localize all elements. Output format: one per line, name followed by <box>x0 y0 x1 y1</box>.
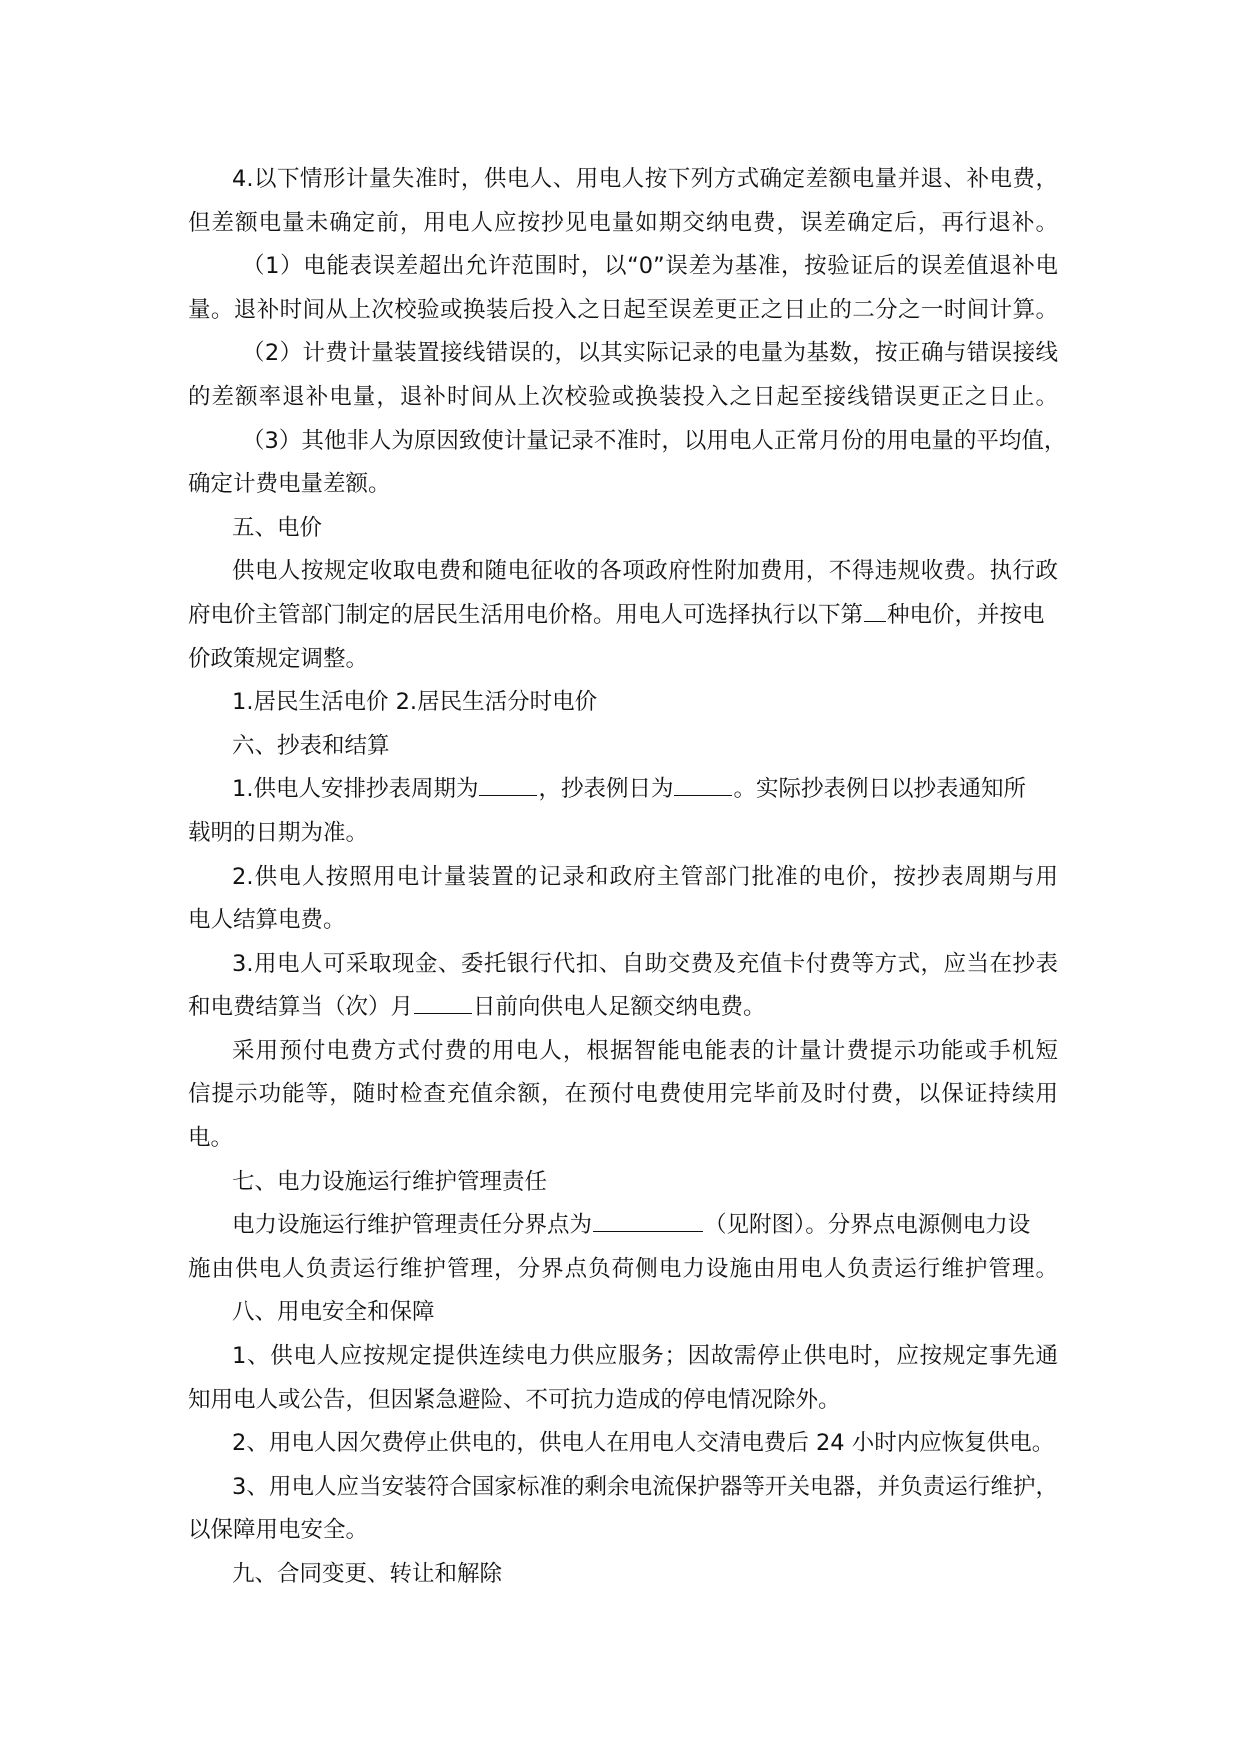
fill-in-blank[interactable] <box>479 769 537 796</box>
paragraph-line <box>188 1204 1058 1248</box>
paragraph-line: 以保障用电安全。 <box>188 1517 369 1544</box>
price-text-after: 种电价，并按电 <box>887 601 1045 628</box>
paragraph-line <box>188 986 1058 1030</box>
fill-in-blank[interactable] <box>674 769 732 796</box>
document-body <box>188 158 1067 1597</box>
paragraph-line: 但差额电量未确定前，用电人应按抄见电量如期交纳电费，误差确定后，再行退补。 <box>188 209 1058 236</box>
section-heading: 六、抄表和结算 <box>232 732 390 759</box>
section-heading: 八、用电安全和保障 <box>232 1299 435 1326</box>
section-heading: 七、电力设施运行维护管理责任 <box>232 1168 548 1195</box>
meter-text-3: 。实际抄表例日以抄表通知所 <box>733 776 1026 803</box>
paragraph-line: 量。退补时间从上次校验或换装后投入之日起至误差更正之日止的二分之一时间计算。 <box>188 296 1058 323</box>
payment-text-before: 和电费结算当（次）月 <box>188 994 414 1021</box>
meter-text-2: ，抄表例日为 <box>538 776 674 803</box>
paragraph-line: 的差额率退补电量，退补时间从上次校验或换装投入之日起至接线错误更正之日止。 <box>188 383 1058 410</box>
paragraph-line: （1）电能表误差超出允许范围时，以“0”误差为基准，按验证后的误差值退补电 <box>242 253 1058 280</box>
paragraph-line: 电人结算电费。 <box>188 907 346 934</box>
boundary-text-after: （见附图）。分界点电源侧电力设 <box>704 1212 1031 1239</box>
paragraph-line: 供电人按规定收取电费和随电征收的各项政府性附加费用，不得违规收费。执行政 <box>232 558 1058 585</box>
fill-in-blank[interactable] <box>593 1205 703 1232</box>
paragraph-line: 信提示功能等，随时检查充值余额，在预付电费使用完毕前及时付费，以保证持续用 <box>188 1081 1058 1108</box>
paragraph-line: 2、用电人因欠费停止供电的，供电人在用电人交清电费后 24 小时内应恢复供电。 <box>232 1430 1055 1457</box>
paragraph-line: 施由供电人负责运行维护管理，分界点负荷侧电力设施由用电人负责运行维护管理。 <box>188 1255 1058 1282</box>
paragraph-line: 4.以下情形计量失准时，供电人、用电人按下列方式确定差额电量并退、补电费， <box>232 166 1058 192</box>
paragraph-line: 知用电人或公告，但因紧急避险、不可抗力造成的停电情况除外。 <box>188 1386 841 1413</box>
paragraph-line: 1、供电人应按规定提供连续电力供应服务；因故需停止供电时，应按规定事先通 <box>232 1343 1058 1370</box>
fill-in-blank[interactable] <box>414 987 472 1014</box>
meter-text-1: 1.供电人安排抄表周期为 <box>232 776 479 803</box>
paragraph-line: 价政策规定调整。 <box>188 645 369 672</box>
section-heading: 五、电价 <box>232 514 323 541</box>
paragraph-line: （3）其他非人为原因致使计量记录不准时，以用电人正常月份的用电量的平均值， <box>242 427 1067 454</box>
fill-in-blank[interactable] <box>864 595 886 622</box>
paragraph-line: 电。 <box>188 1125 234 1152</box>
paragraph-line <box>188 768 1058 812</box>
paragraph-line: 2.供电人按照用电计量装置的记录和政府主管部门批准的电价，按抄表周期与用 <box>232 863 1058 890</box>
boundary-text-before: 电力设施运行维护管理责任分界点为 <box>232 1212 593 1239</box>
paragraph-line: 确定计费电量差额。 <box>188 471 391 498</box>
paragraph-line: 1.居民生活电价 2.居民生活分时电价 <box>232 689 598 716</box>
paragraph-line: 载明的日期为准。 <box>188 819 369 846</box>
paragraph-line: （2）计费计量装置接线错误的，以其实际记录的电量为基数，按正确与错误接线 <box>242 340 1058 367</box>
paragraph-line: 3、用电人应当安装符合国家标准的剩余电流保护器等开关电器，并负责运行维护， <box>232 1473 1058 1500</box>
price-text-before: 府电价主管部门制定的居民生活用电价格。用电人可选择执行以下第 <box>188 601 864 628</box>
section-heading: 九、合同变更、转让和解除 <box>232 1561 503 1587</box>
paragraph-line <box>188 594 1058 638</box>
paragraph-line: 3.用电人可采取现金、委托银行代扣、自助交费及充值卡付费等方式，应当在抄表 <box>232 950 1058 977</box>
paragraph-line: 采用预付电费方式付费的用电人，根据智能电能表的计量计费提示功能或手机短 <box>232 1037 1058 1064</box>
payment-text-after: 日前向供电人足额交纳电费。 <box>473 994 766 1021</box>
